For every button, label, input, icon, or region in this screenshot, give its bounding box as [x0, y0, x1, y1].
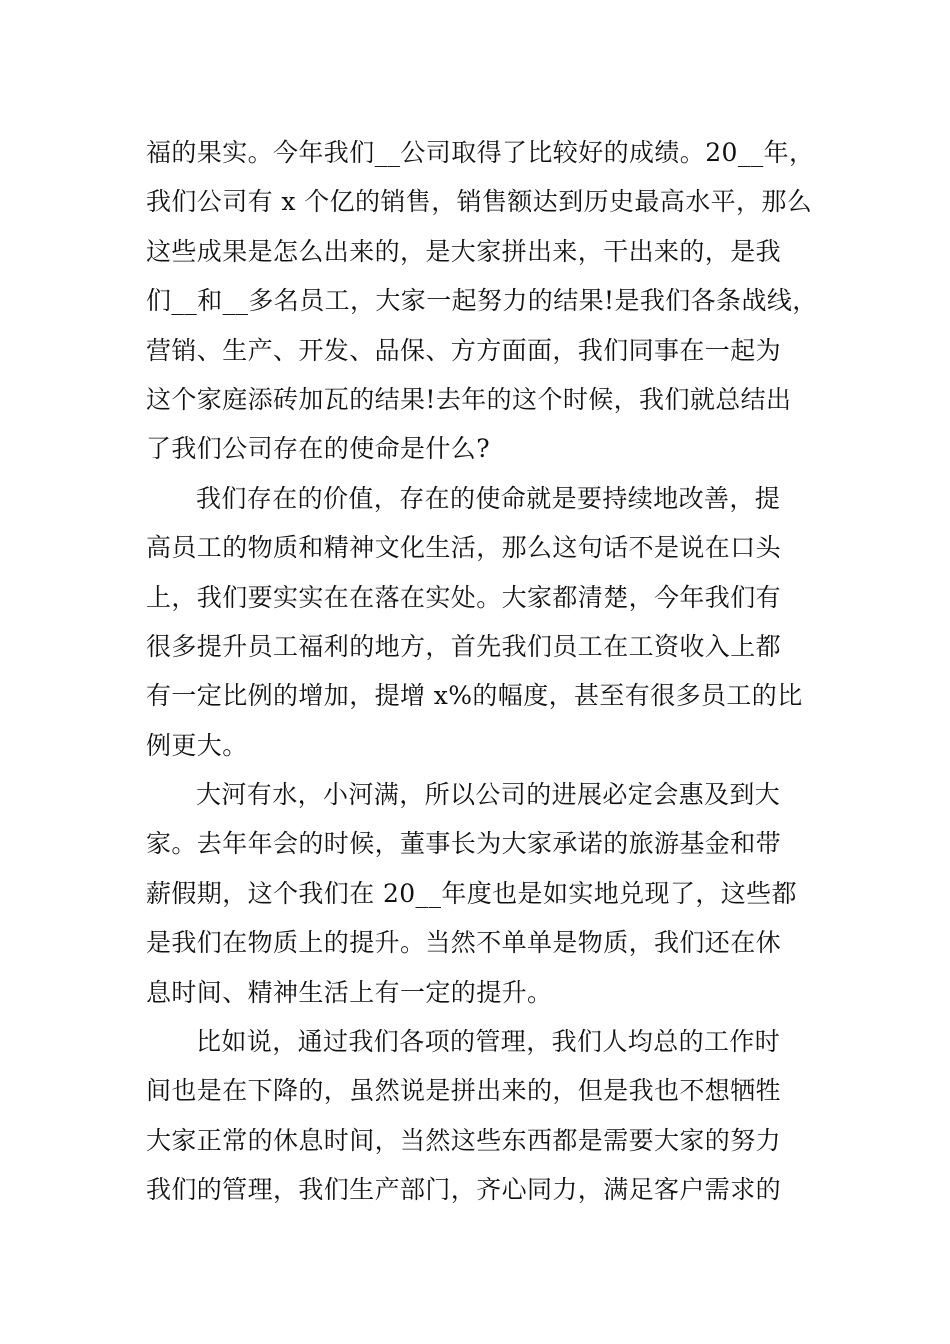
document-body: [146, 128, 826, 1215]
text-line: 大河有水，小河满，所以公司的进展必定会惠及到大: [196, 780, 781, 810]
text-line: 薪假期，这个我们在 20__年度也是如实地兑现了，这些都: [146, 878, 797, 908]
text-line: 我们存在的价值，存在的使命就是要持续地改善，提: [196, 483, 781, 513]
text-line: 这些成果是怎么出来的，是大家拼出来，干出来的，是我: [146, 236, 782, 266]
text-line: 息时间、精神生活上有一定的提升。: [146, 977, 553, 1007]
paragraph-4: [146, 1017, 826, 1215]
paragraph-3: [146, 770, 826, 1017]
text-line: 我们的管理，我们生产部门，齐心同力，满足客户需求的: [146, 1175, 782, 1205]
text-line: 上，我们要实实在在落在实处。大家都清楚，今年我们有: [146, 582, 782, 612]
text-line: 了我们公司存在的使命是什么?: [146, 434, 491, 464]
text-line: 是我们在物质上的提升。当然不单单是物质，我们还在休: [146, 928, 782, 958]
text-line: 很多提升员工福利的地方，首先我们员工在工资收入上都: [146, 631, 782, 661]
text-line: 有一定比例的增加，提增 x%的幅度，甚至有很多员工的比: [146, 681, 803, 711]
text-line: 比如说，通过我们各项的管理，我们人均总的工作时: [196, 1027, 781, 1057]
text-line: 间也是在下降的，虽然说是拼出来的，但是我也不想牺牲: [146, 1076, 782, 1106]
text-line: 家。去年年会的时候，董事长为大家承诺的旅游基金和带: [146, 829, 782, 859]
text-line: 例更大。: [146, 730, 248, 760]
text-line: 我们公司有 x 个亿的销售，销售额达到历史最高水平，那么: [146, 187, 813, 217]
paragraph-2: [146, 474, 826, 770]
paragraph-1: [146, 128, 826, 474]
text-line: 福的果实。今年我们__公司取得了比较好的成绩。20__年，: [146, 138, 815, 167]
text-line: 高员工的物质和精神文化生活，那么这句话不是说在口头: [146, 533, 782, 563]
text-line: 营销、生产、开发、品保、方方面面，我们同事在一起为: [146, 335, 782, 365]
text-line: 这个家庭添砖加瓦的结果!去年的这个时候，我们就总结出: [146, 384, 792, 414]
text-line: 们__和__多名员工，大家一起努力的结果!是我们各条战线，: [146, 286, 818, 316]
text-line: 大家正常的休息时间，当然这些东西都是需要大家的努力: [146, 1125, 782, 1155]
